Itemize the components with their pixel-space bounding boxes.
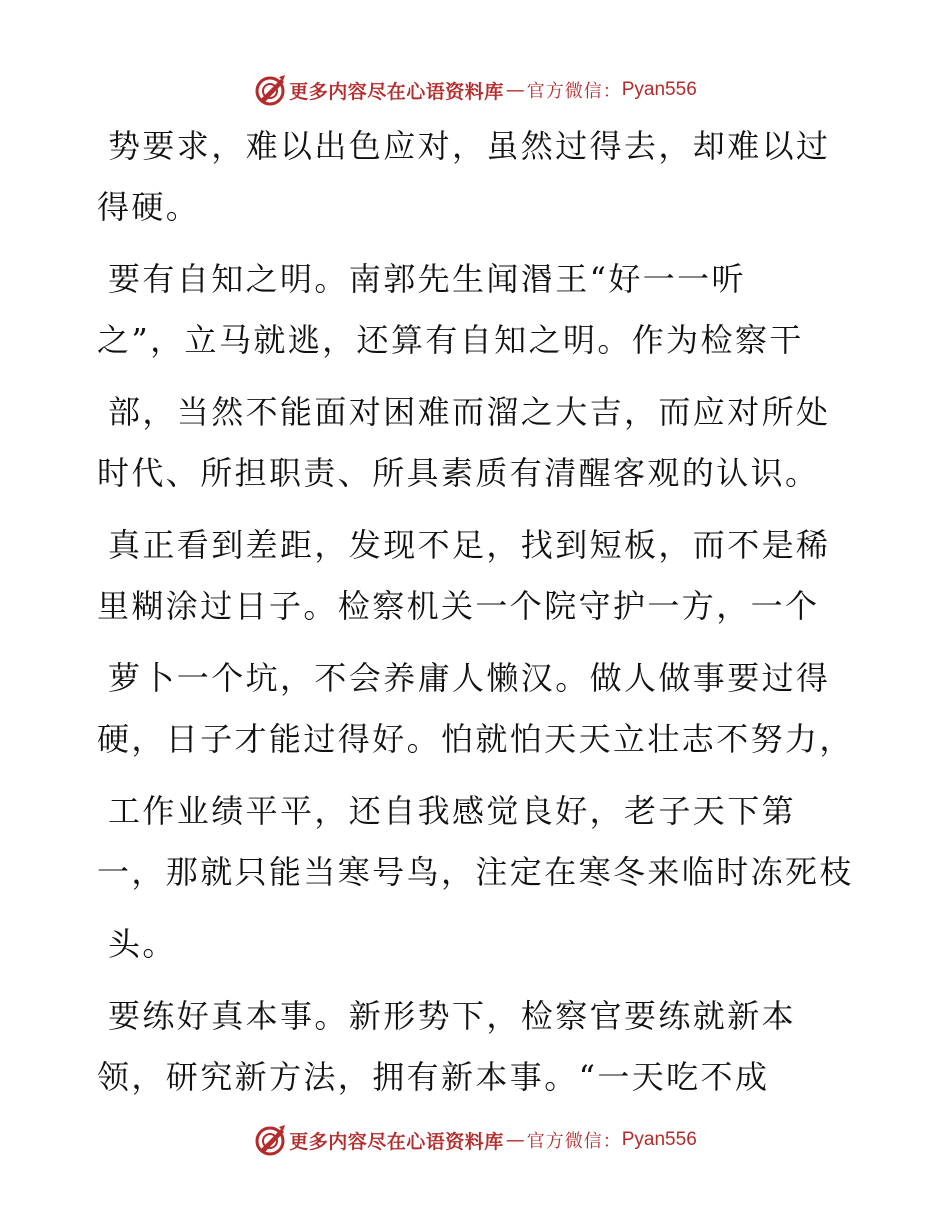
footer-wechat-id: Pyan556	[621, 1129, 697, 1150]
footer-official-label: 官方微信：	[526, 1131, 622, 1152]
header-brand-text: 更多内容尽在心语资料库	[289, 80, 504, 103]
text-line-2: 得硬。	[97, 188, 201, 226]
text-line-13: 头。	[108, 925, 177, 963]
footer-watermark	[0, 1120, 950, 1160]
header-dash: —	[505, 79, 525, 101]
text-line-6: 时代、所担职责、所具素质有清醒客观的认识。	[97, 454, 820, 492]
header-watermark	[0, 70, 950, 110]
text-line-9: 萝卜一个坑，不会养庸人懒汉。做人做事要过得	[108, 659, 831, 697]
header-wechat-id: Pyan556	[621, 79, 697, 100]
text-line-12: 一，那就只能当寒号鸟，注定在寒冬来临时冻死枝	[97, 853, 854, 891]
text-line-11: 工作业绩平平，还自我感觉良好，老子天下第	[108, 792, 797, 830]
text-line-5: 部，当然不能面对困难而溜之大吉，而应对所处	[108, 393, 831, 431]
text-line-7: 真正看到差距，发现不足，找到短板，而不是稀	[108, 526, 831, 564]
text-line-3: 要有自知之明。南郭先生闻湣王“好一一听	[108, 260, 746, 298]
footer-brand-text: 更多内容尽在心语资料库	[289, 1130, 504, 1153]
footer-dash: —	[505, 1129, 525, 1151]
header-official-label: 官方微信：	[526, 81, 622, 102]
text-line-10: 硬，日子才能过得好。怕就怕天天立壮志不努力，	[97, 720, 854, 758]
brand-logo-icon	[253, 73, 287, 107]
text-line-1: 势要求，难以出色应对，虽然过得去，却难以过	[108, 127, 831, 165]
text-line-14: 要练好真本事。新形势下，检察官要练就新本	[108, 997, 797, 1035]
text-line-8: 里糊涂过日子。检察机关一个院守护一方，一个	[97, 587, 820, 625]
text-line-15: 领，研究新方法，拥有新本事。“一天吃不成	[97, 1058, 770, 1096]
brand-logo-icon	[253, 1123, 287, 1157]
text-line-4: 之”，立马就逃，还算有自知之明。作为检察干	[97, 321, 804, 359]
